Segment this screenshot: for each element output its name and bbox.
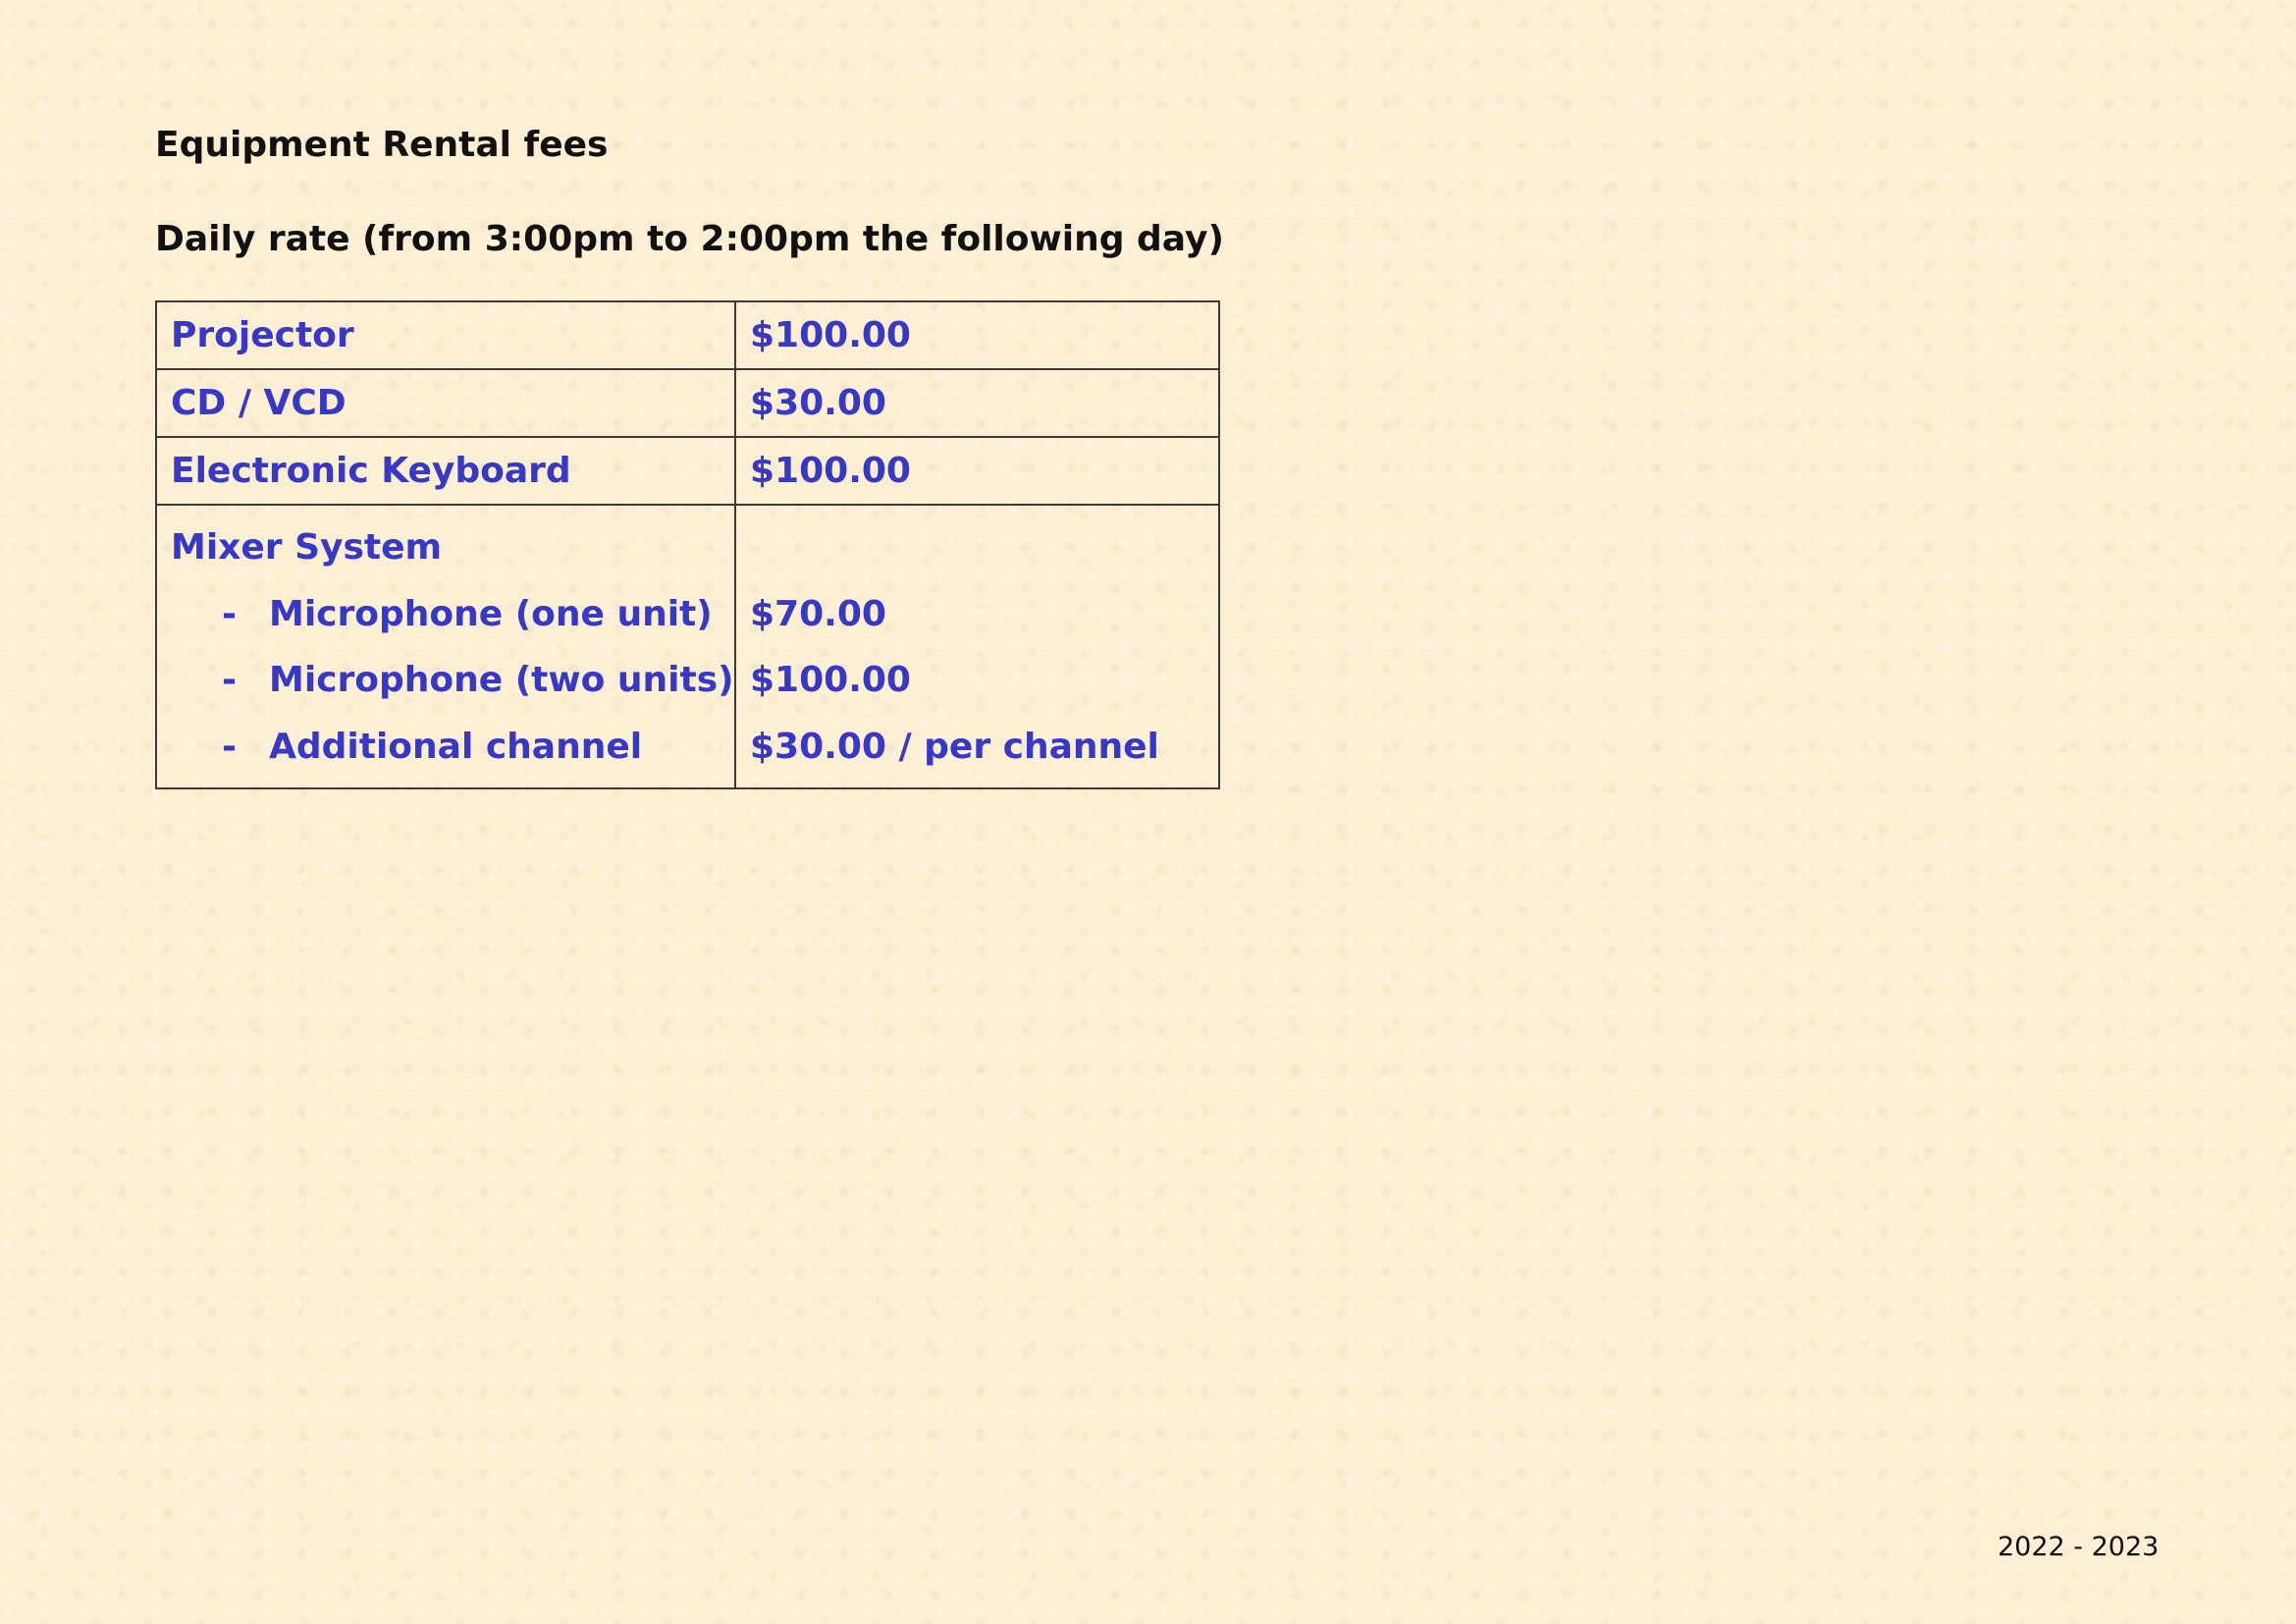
mixer-system-title: Mixer System — [171, 527, 443, 568]
price-cell: $100.00 — [735, 301, 1219, 369]
list-item — [171, 581, 734, 648]
daily-rate-subtitle: Daily rate (from 3:00pm to 2:00pm the following day) — [155, 219, 1224, 259]
sub-item-price: $100.00 — [750, 660, 911, 700]
sub-item-price: $30.00 / per channel — [750, 726, 1159, 767]
sub-item-name: Microphone (two units) — [269, 660, 734, 700]
page-title: Equipment Rental fees — [155, 125, 609, 165]
sub-item-name: Microphone (one unit) — [269, 593, 713, 634]
item-name-cell: CD / VCD — [156, 369, 735, 437]
list-item — [171, 647, 734, 714]
table-row — [156, 369, 1219, 437]
sub-item-name: Additional channel — [269, 726, 643, 767]
table-row — [156, 301, 1219, 369]
empty-price-line — [750, 514, 1218, 581]
table-row — [156, 437, 1219, 505]
bullet-dash: - — [222, 593, 237, 634]
price-cell: $30.00 — [735, 369, 1219, 437]
list-item — [171, 714, 734, 781]
sub-item-price: $70.00 — [750, 593, 886, 634]
item-name-cell: Projector — [156, 301, 735, 369]
item-name-cell: Electronic Keyboard — [156, 437, 735, 505]
footer-year-range: 2022 - 2023 — [1998, 1532, 2160, 1562]
bullet-dash: - — [222, 660, 237, 700]
bullet-dash: - — [222, 726, 237, 767]
rental-fees-table — [155, 300, 1220, 789]
mixer-prices-cell — [735, 505, 1219, 788]
mixer-items-cell — [156, 505, 735, 788]
mixer-system-row — [156, 505, 1219, 788]
price-cell: $100.00 — [735, 437, 1219, 505]
